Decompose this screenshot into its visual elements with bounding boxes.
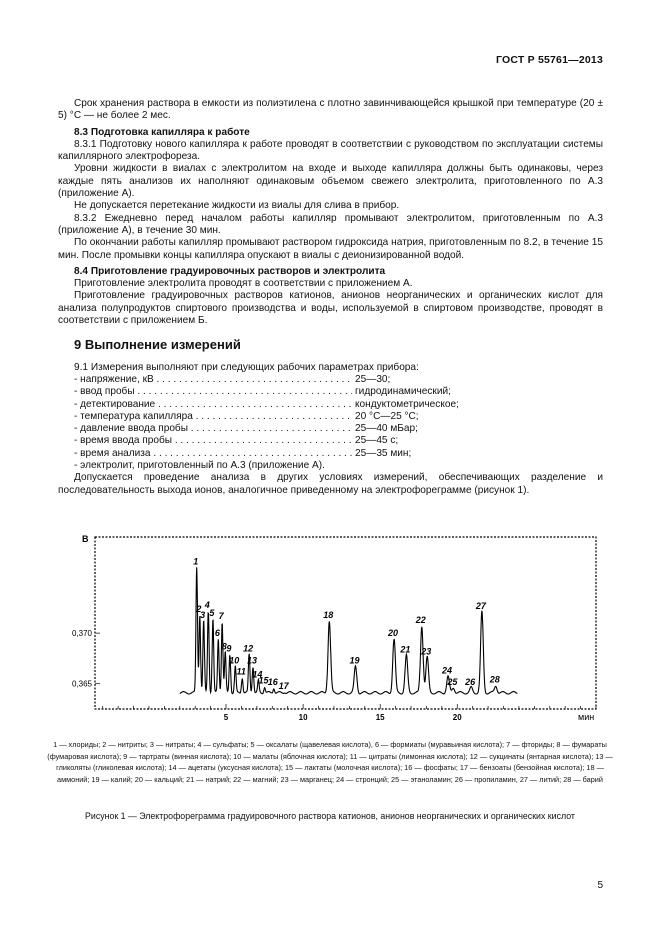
parameter-value: 25—30; [355, 373, 391, 385]
section-heading-8-3: 8.3 Подготовка капилляра к работе [74, 126, 250, 138]
peak-label: 2 [196, 603, 202, 614]
peak-label: 16 [267, 676, 278, 687]
peak-label: 17 [278, 680, 289, 691]
parameter-row [74, 374, 603, 386]
paragraph: Срок хранения раствора в емкости из полиэтилена с плотно завинчивающейся крышкой при температуре (20 ± 5) °С — не более 2 мес. [58, 98, 603, 122]
peak-label: 11 [236, 666, 246, 677]
signal-trace [180, 567, 518, 694]
peak-label: 9 [226, 643, 232, 654]
parameter-value: 25—45 с; [355, 435, 399, 447]
document-header: ГОСТ Р 55761—2013 [495, 54, 603, 66]
peak-label: 19 [349, 655, 360, 666]
peak-label: 8 [221, 641, 227, 652]
paragraph: 8.3.2 Ежедневно перед началом работы капилляр промывают электролитом, приготовленным по А.3 (приложение А), в течение 30 мин. [58, 212, 603, 236]
parameter-row [74, 411, 603, 423]
x-tick-label: 5 [223, 713, 229, 722]
y-tick-label: 0,365 [71, 679, 92, 689]
peak-label: 13 [246, 655, 258, 666]
peak-label: 6 [214, 628, 220, 639]
peak-label: 5 [209, 607, 215, 618]
peak-label: 3 [200, 609, 206, 620]
parameter-row [74, 435, 603, 447]
peak-label: 26 [465, 676, 476, 687]
peak-label: 27 [475, 600, 486, 611]
parameter-row [74, 423, 603, 435]
parameter-label: - давление ввода пробы . . . [74, 423, 352, 435]
section-heading-8-4: 8.4 Приготовление градуировочных растворов и электролита [74, 265, 386, 277]
paragraph: По окончании работы капилляр промывают раствором гидроксида натрия, приготовленным по 8.2, в течение 15 мин. После промывки концы капилляра опускают в виалы с деионизированной водой. [58, 237, 603, 261]
peak-label: 21 [400, 644, 411, 655]
peak-label: 24 [442, 665, 453, 676]
parameter-value: гидродинамический; [355, 386, 451, 398]
paragraph: Не допускается перетекание жидкости из виалы для слива в прибор. [74, 200, 400, 212]
peak-label: 12 [243, 643, 254, 654]
parameter-label: - напряжение, кВ . . . [74, 374, 352, 386]
electropherogram-chart [58, 523, 603, 736]
x-tick-label: 15 [375, 713, 385, 722]
peak-label: 23 [421, 646, 432, 657]
page-number: 5 [597, 880, 603, 891]
parameter-value: кондуктометрическое; [355, 398, 459, 410]
parameter-label: - ввод пробы . . . [74, 386, 352, 398]
peak-label: 25 [447, 676, 458, 687]
peak-label: 15 [258, 675, 269, 686]
parameter-list [74, 374, 603, 460]
plot-frame [95, 537, 596, 709]
peak-label: 28 [489, 674, 500, 685]
parameter-row [74, 399, 603, 411]
paragraph: 9.1 Измерения выполняют при следующих рабочих параметрах прибора: [74, 361, 419, 373]
section-heading-9: 9 Выполнение измерений [74, 337, 241, 353]
parameter-label: - детектирование . . . [74, 399, 352, 411]
plot-border [95, 537, 596, 709]
paragraph: Уровни жидкости в виалах с электролитом на входе и выходе капилляра должны быть одинаковы, через каждые пять анализов их наполняют одинаковым объемом свежего электролита, приготовленного по А.3 (приложение А). [58, 163, 603, 200]
parameter-value: 25—35 мин; [355, 447, 412, 459]
parameter-label: - температура капилляра . . . [74, 411, 352, 423]
paragraph: Допускается проведение анализа в других условиях измерений, обеспечивающих разделение и последовательность выхода ионов, аналогичное приведенному на электрофореграмме (рисунок 1). [58, 472, 603, 496]
parameter-value: 20 °С—25 °С; [355, 410, 419, 422]
peak-labels [193, 556, 500, 690]
parameter-row [74, 448, 603, 460]
y-axis-label: В [82, 534, 89, 544]
paragraph: - электролит, приготовленный по А.3 (приложение А). [74, 460, 325, 472]
axes [72, 629, 596, 722]
peak-label: 18 [323, 609, 334, 620]
peak-label: 1 [193, 556, 199, 567]
x-axis-label: мин [578, 712, 595, 722]
paragraph: Приготовление градуировочных растворов катионов, анионов неорганических и органических кислот для анализа полупродуктов спиртового производства и воды, используемой в спиртовом производстве, проводят в соответствии с приложением Б. [58, 290, 603, 327]
paragraph: 8.3.1 Подготовку нового капилляра к работе проводят в соответствии с руководством по эксплуатации системы капиллярного электрофореза. [58, 138, 603, 163]
paragraph: Приготовление электролита проводят в соответствии с приложением А. [74, 278, 413, 290]
x-tick-label: 20 [452, 713, 462, 722]
parameter-row [74, 386, 603, 398]
peak-label: 20 [388, 628, 399, 639]
peak-label: 22 [415, 615, 426, 626]
peak-label: 4 [204, 599, 210, 610]
peak-label: 7 [218, 610, 224, 621]
figure-legend: 1 — хлориды; 2 — нитриты; 3 — нитраты; 4 — сульфаты; 5 — оксалаты (щавелевая кислота), 6 — формиаты (муравьиная кислота); 7 — фториды; 8 — фумараты (фумаровая кислота); 9 — тартраты (винная кислота); 10 — малаты (яблочная кислота); 11 — цитраты (лимонная кислота); 12 — сукцинаты (янтарная кислота); 13 — гликоляты (гликолевая кислота); 14 — ацетаты (уксусная кислота); 15 — лактаты (молочная кислота); 16 — фосфаты; 17 — бензоаты (бензойная кислота); 18 — аммоний; 19 — калий; 20 — кальций; 21 — натрий; 22 — магний; 23 — марганец; 24 — стронций; 25 — этаноламин; 26 — пропиламин, 27 — литий; 28 — барий [47, 740, 613, 784]
figure-caption: Рисунок 1 — Электрофореграмма градуировочного раствора катионов, анионов неорганических и органических кислот [85, 811, 575, 821]
x-tick-label: 10 [298, 713, 308, 722]
peak-label: 10 [229, 655, 240, 666]
peak-label: 14 [252, 669, 263, 680]
y-tick-label: 0,370 [71, 629, 92, 639]
parameter-label: - время анализа . . . [74, 448, 352, 460]
parameter-label: - время ввода пробы . . . [74, 435, 352, 447]
body-text [58, 98, 603, 497]
parameter-value: 25—40 мБар; [355, 423, 418, 435]
